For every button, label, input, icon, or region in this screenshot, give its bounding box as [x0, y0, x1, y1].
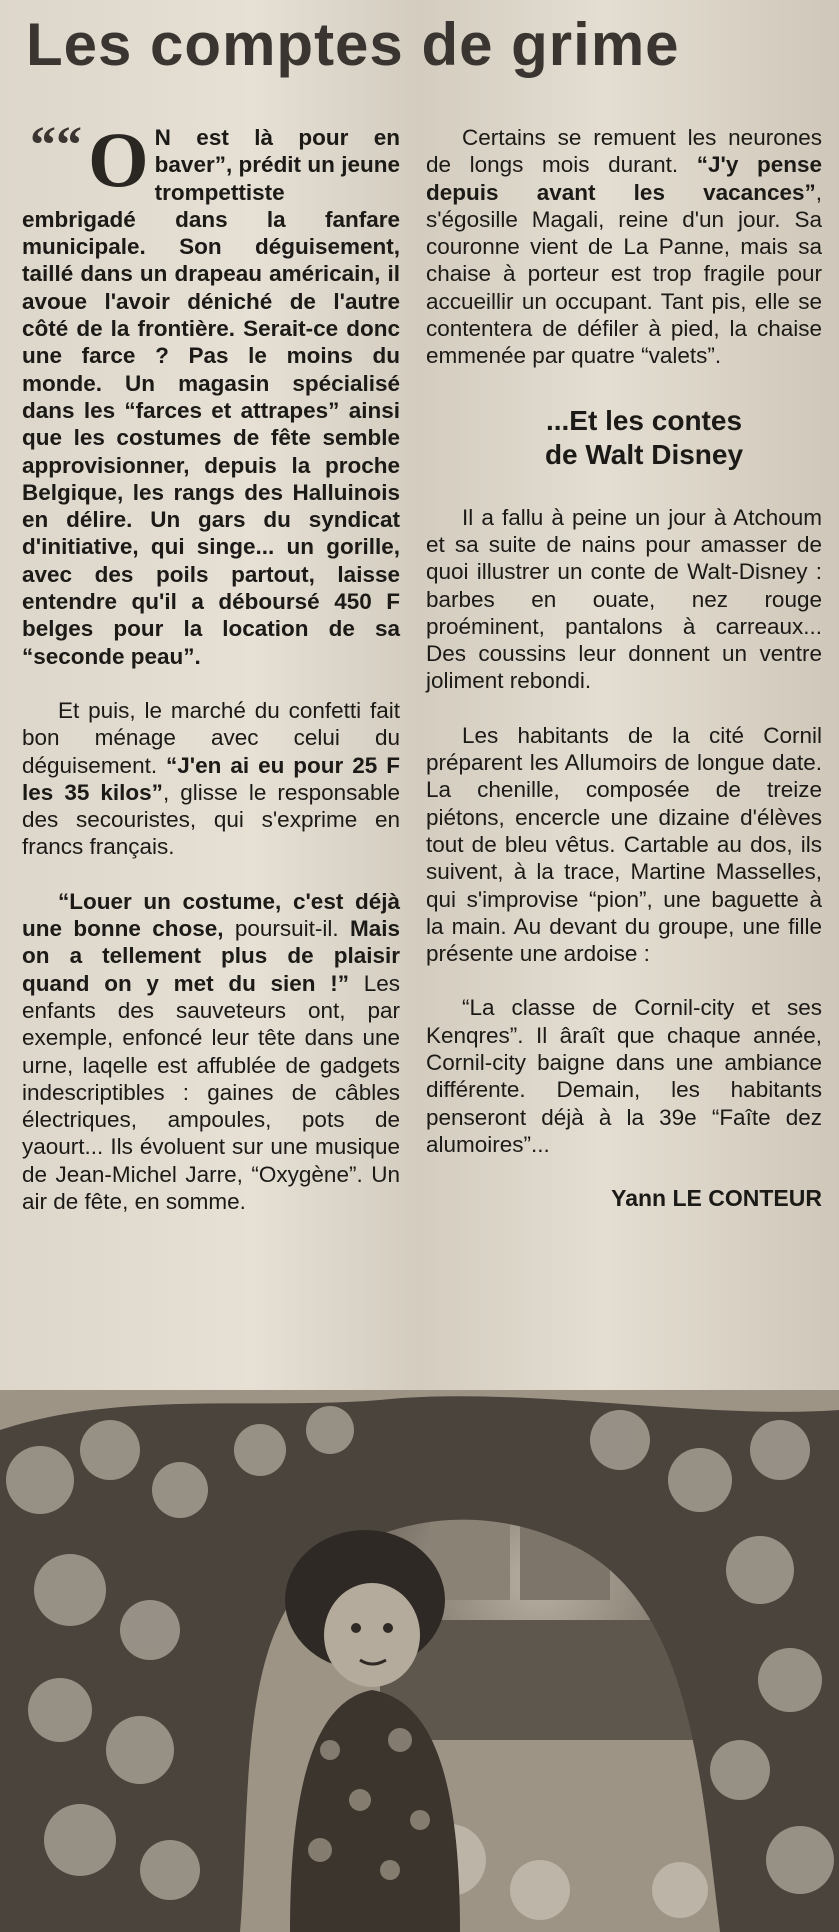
paragraph-5: Il a fallu à peine un jour à Atchoum et sa suite de nains pour amasser de quoi illustrer un conte de Walt-Disney : barbes en ouate, nez rouge proéminent, pantalons à carreaux... Des coussins leur donnent un ventre joliment rebondi.: [426, 504, 822, 694]
quote-costume-b: Mais on a tellement plus de plaisir quand on y met du sien !”: [22, 916, 400, 996]
dropcap-letter: O: [88, 116, 149, 203]
subheading-line-2: de Walt Disney: [544, 438, 744, 470]
paragraph-4: [426, 124, 822, 370]
subheading: [426, 404, 822, 472]
paragraph-3: [22, 888, 400, 1216]
left-column: [22, 116, 401, 1242]
subheading-line-1: ...Et les contes: [545, 404, 743, 436]
byline: Yann LE CONTEUR: [611, 1185, 822, 1212]
headline: Les comptes de grime: [26, 11, 680, 78]
paragraph-2: [22, 697, 400, 861]
paragraph-2-part-b: , glisse le responsable des secouristes, qui s'exprime en francs français.: [22, 779, 400, 860]
open-quote-mark: ““: [30, 117, 82, 174]
paragraph-3-part-a: poursuit-il.: [223, 916, 350, 942]
right-column: [426, 124, 822, 1213]
photo-child-in-flower-arch: [0, 1390, 839, 1932]
paragraph-1: [22, 116, 400, 670]
paragraph-1-text: N est là pour en baver”, prédit un jeune trompettiste embrigadé dans la fanfare municipale. Son déguisement, taillé dans un drapeau américain, il avoue l'avoir déniché de l'autre côté de la frontière. Serait-ce donc une farce ? Pas le moins du monde. Un magasin spécialisé dans les “farces et attrapes” ainsi que les costumes de fête semble approvisionner, depuis la proche Belgique, les rangs des Halluinois en délire. Un gars du syndicat d'initiative, qui singe... un gorille, avec des poils partout, laisse entendre qu'il a déboursé 450 F belges pour la location de sa “seconde peau”.: [22, 125, 400, 669]
paragraph-7: “La classe de Cornil-city et ses Kenqres”. Il âraît que chaque année, Cornil-city baigne dans une ambiance différente. Demain, les habitants penseront déjà à la 39e “Faîte dez alumoires”...: [426, 995, 822, 1157]
paragraph-3-part-b: Les enfants des sauveteurs ont, par exemple, enfoncé leur tête dans une urne, laqelle est affublée de gadgets indescriptibles : gaines de câbles électriques, ampoules, pots de yaourt... Ils évoluent sur une musique de Jean-Michel Jarre, “Oxygène”. Un air de fête, en somme.: [22, 970, 401, 1214]
paragraph-2-part-a: Et puis, le marché du confetti fait bon ménage avec celui du déguisement.: [22, 697, 400, 778]
paragraph-4-part-a: Certains se remuent les neurones de longs mois durant.: [426, 125, 822, 178]
paragraph-4-part-b: , s'égosille Magali, reine d'un jour. Sa couronne vient de La Panne, mais sa chaise à porteur est trop fragile pour accueillir un occupant. Tant pis, elle se contentera de défiler à pied, la chaise emmenée par quatre “valets”.: [426, 179, 822, 369]
quote-confetti: “J'en ai eu pour 25 F les 35 kilos”: [22, 752, 400, 805]
quote-costume-a: “Louer un costume, c'est déjà une bonne chose,: [22, 888, 400, 942]
quote-vacances: “J'y pense depuis avant les vacances”: [426, 152, 822, 205]
photo-illustration: [0, 1390, 839, 1932]
paragraph-6: Les habitants de la cité Cornil préparent les Allumoirs de longue date. La chenille, composée de treize piétons, encercle une dizaine d'élèves tout de bleu vêtus. Cartable au dos, ils suivent, à la trace, Martine Masselles, qui s'improvise “pion”, une baguette à la main. Au devant du groupe, une fille présente une ardoise :: [426, 722, 822, 967]
